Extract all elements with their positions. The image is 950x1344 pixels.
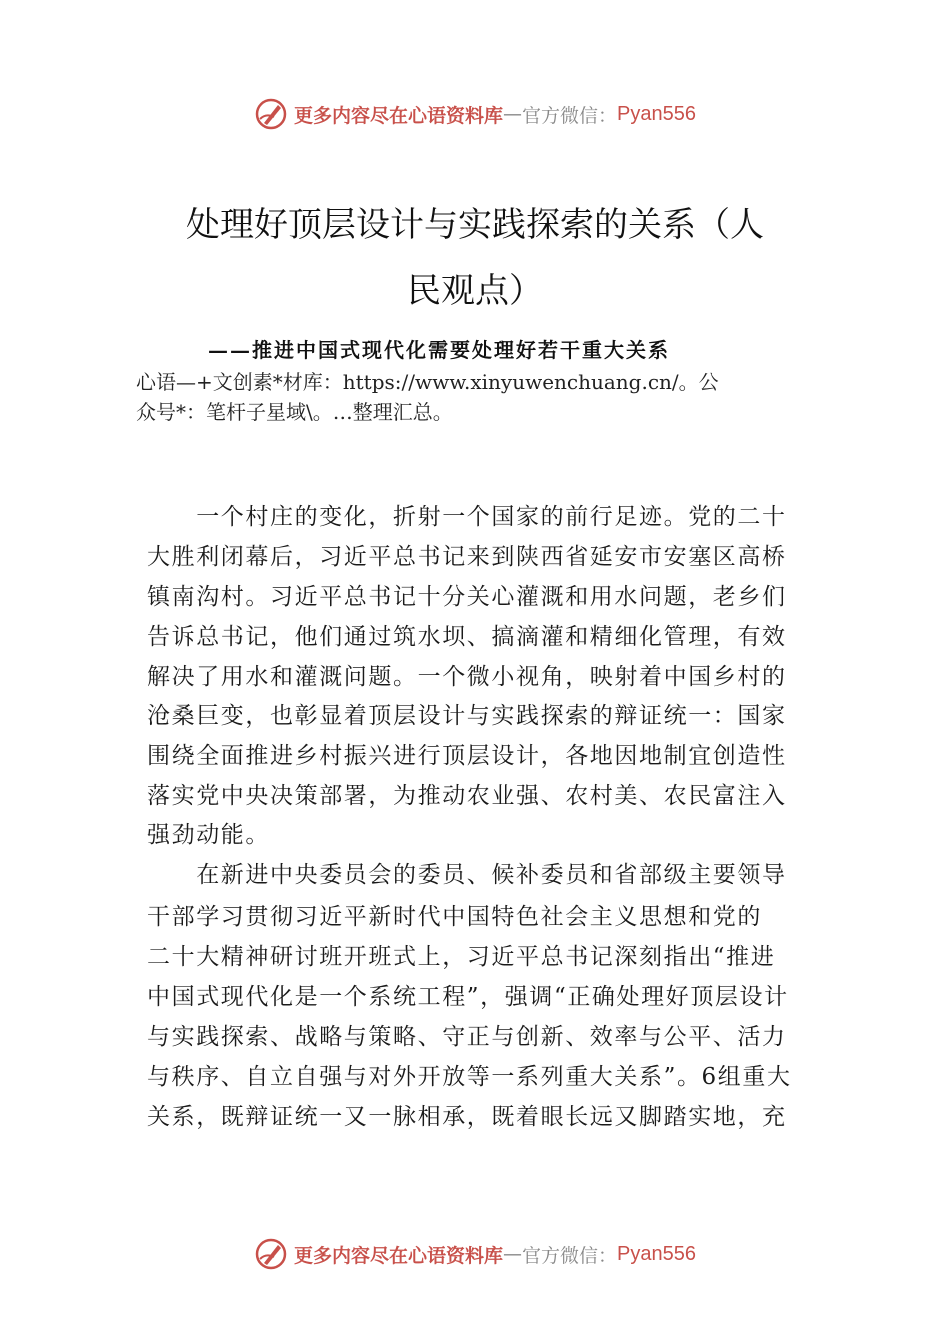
footer-wechat-label: 官方微信： bbox=[522, 1244, 618, 1267]
body-line: 与实践探索、战略与策略、守正与创新、效率与公平、活力 bbox=[147, 1024, 787, 1050]
body-line: 大胜利闭幕后，习近平总书记来到陕西省延安市安塞区高桥 bbox=[147, 544, 787, 570]
source-note bbox=[136, 367, 836, 427]
footer-brand: 更多内容尽在心语资料库 bbox=[294, 1244, 504, 1267]
body-line: 落实党中央决策部署，为推动农业强、农村美、农民富注入 bbox=[147, 783, 787, 809]
banner-handle: Pyan556 bbox=[617, 102, 696, 125]
banner-dash: — bbox=[503, 103, 523, 125]
footer-banner bbox=[0, 1234, 950, 1274]
body-line: 干部学习贯彻习近平新时代中国特色社会主义思想和党的 bbox=[147, 904, 762, 930]
pen-logo-icon bbox=[254, 97, 288, 131]
body-line: 关系，既辩证统一又一脉相承，既着眼长远又脚踏实地，充 bbox=[147, 1104, 787, 1130]
body-line: 镇南沟村。习近平总书记十分关心灌溉和用水问题，老乡们 bbox=[147, 584, 787, 610]
header-banner bbox=[0, 94, 950, 134]
body-line: 与秩序、自立自强与对外开放等一系列重大关系”。6组重大 bbox=[147, 1064, 792, 1090]
footer-handle: Pyan556 bbox=[617, 1242, 696, 1265]
banner-brand: 更多内容尽在心语资料库 bbox=[294, 104, 504, 127]
banner-wechat-label: 官方微信： bbox=[522, 104, 618, 127]
pen-logo-icon bbox=[254, 1237, 288, 1271]
body-line: 解决了用水和灌溉问题。一个微小视角，映射着中国乡村的 bbox=[147, 664, 787, 690]
body-line: 围绕全面推进乡村振兴进行顶层设计，各地因地制宜创造性 bbox=[147, 743, 787, 769]
source-note-line-2: 众号*：笔杆子星域\。…整理汇总。 bbox=[136, 400, 453, 424]
document-title-line-2: 民观点） bbox=[407, 271, 543, 311]
body-line: 强劲动能。 bbox=[147, 822, 270, 848]
document-subtitle: ——推进中国式现代化需要处理好若干重大关系 bbox=[208, 338, 670, 362]
body-line: 告诉总书记，他们通过筑水坝、搞滴灌和精细化管理，有效 bbox=[147, 624, 787, 650]
body-line: 二十大精神研讨班开班式上，习近平总书记深刻指出“推进 bbox=[147, 944, 776, 970]
document-title-line-1: 处理好顶层设计与实践探索的关系（人 bbox=[186, 205, 764, 245]
body-line: 一个村庄的变化，折射一个国家的前行足迹。党的二十 bbox=[147, 504, 787, 530]
body-line: 中国式现代化是一个系统工程”，强调“正确处理好顶层设计 bbox=[147, 984, 789, 1010]
body-line: 在新进中央委员会的委员、候补委员和省部级主要领导 bbox=[147, 862, 787, 888]
footer-dash: — bbox=[503, 1243, 523, 1265]
source-note-line-1: 心语—+文创素*材库：https://www.xinyuwenchuang.cn/。公 bbox=[136, 370, 719, 394]
body-line: 沧桑巨变，也彰显着顶层设计与实践探索的辩证统一：国家 bbox=[147, 703, 787, 729]
